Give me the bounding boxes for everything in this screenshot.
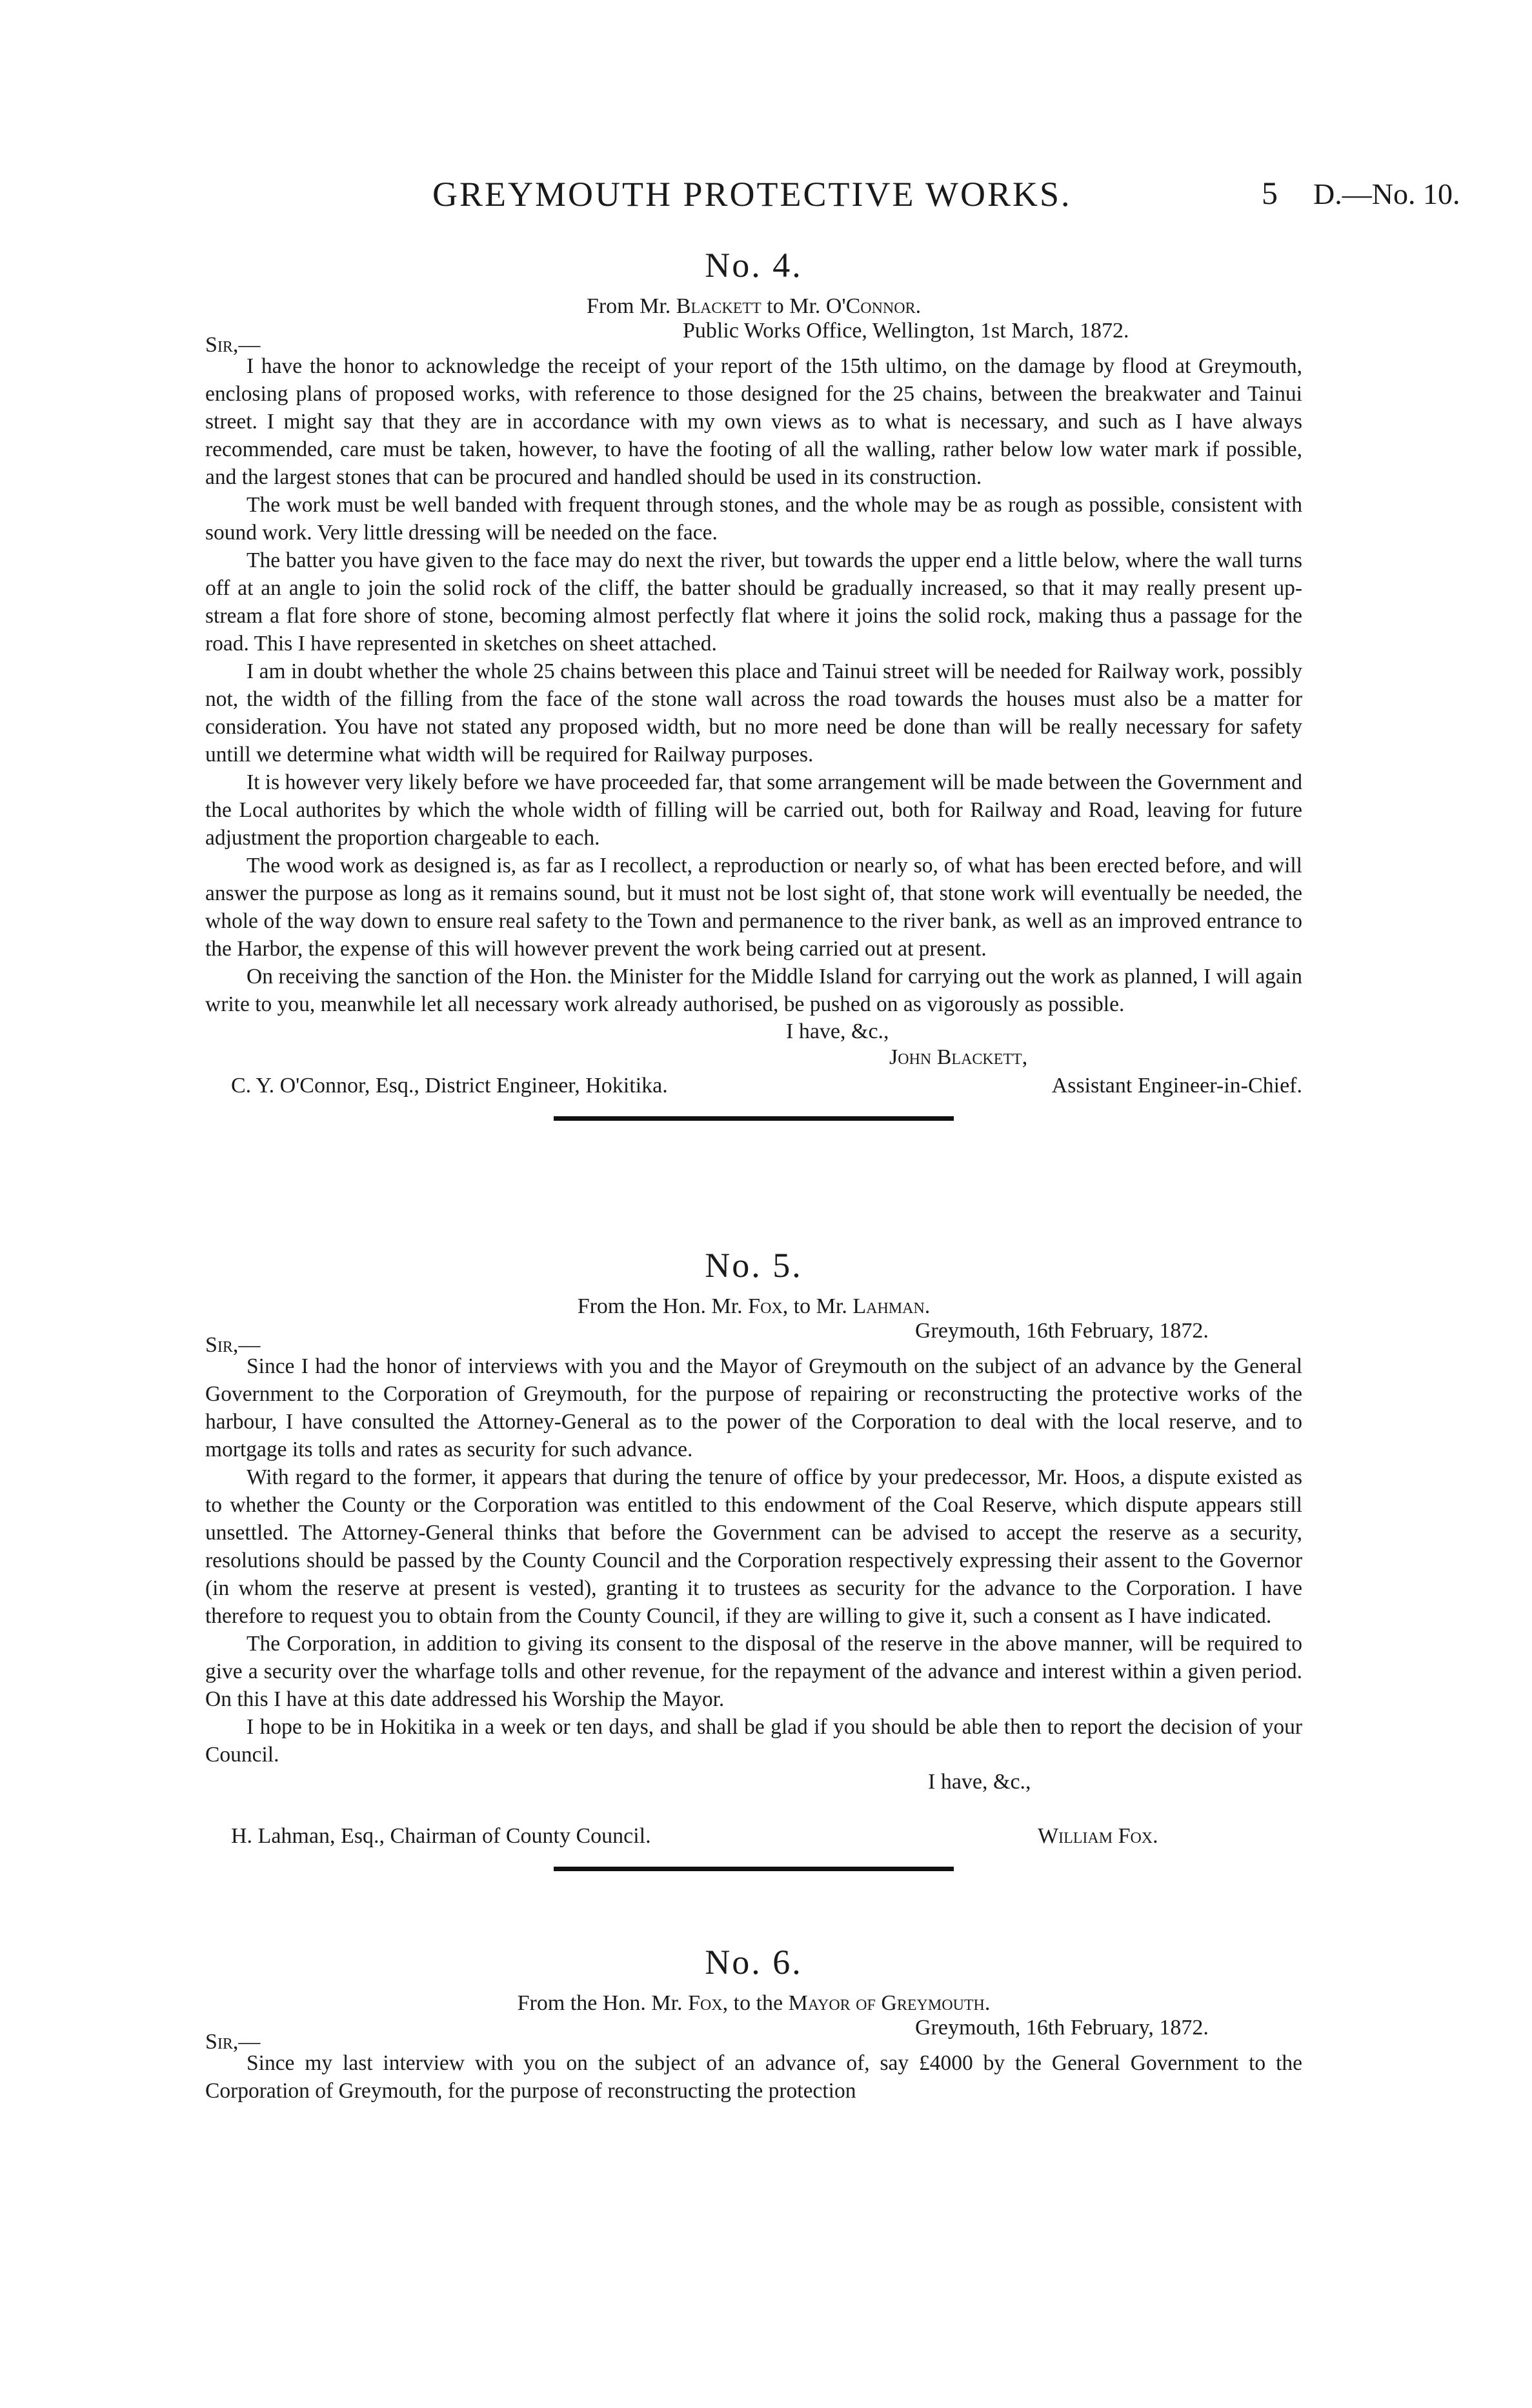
paragraph: The work must be well banded with frequent through stones, and the whole may be as rough as possible, consistent with sound work. Very little dressing will be needed on the face. [205, 493, 1302, 545]
addressee: H. Lahman, Esq., Chairman of County Council. [231, 1824, 651, 1848]
paragraph: I am in doubt whether the whole 25 chains between this place and Tainui street will be needed for Railway work, possibly not, the width of the filling from the face of the stone wall across the road towards the houses must also be a matter for consideration. You have not stated any proposed width, but no more need be done than will be really necessary for safety untill we determine what width will be required for Railway purposes. [205, 659, 1302, 767]
paragraph: The batter you have given to the face may do next the river, but towards the upper end a little below, where the wall turns off at an angle to join the solid rock of the cliff, the batter should be gradually increased, so that it may really present up-stream a flat fore shore of stone, becoming almost perfectly flat where it joins the solid rock, making thus a passage for the road. This I have represented in sketches on sheet attached. [205, 548, 1302, 656]
from-line: From the Hon. Mr. Fox, to Mr. Lahman. [577, 1294, 931, 1318]
closing-phrase: I have, &c., [786, 1019, 889, 1043]
paragraph: The wood work as designed is, as far as I recollect, a reproduction or nearly so, of what has been erected before, and will answer the purpose as long as it remains sound, but it must not be lost sight of, that stone work will eventually be needed, the whole of the way down to ensure real safety to the Town and permanence to the river bank, as well as an improved entrance to the Harbor, the expense of this will however prevent the work being carried out at present. [205, 854, 1302, 961]
paragraph: The Corporation, in addition to giving its consent to the disposal of the reserve in the above manner, will be required to give a security over the wharfage tolls and other revenue, for the repayment of the advance and interest within a given period. On this I have at this date addressed his Worship the Mayor. [205, 1632, 1302, 1711]
paragraph: On receiving the sanction of the Hon. the Minister for the Middle Island for carrying out the work as planned, I will again write to you, meanwhile let all necessary work already authorised, be pushed on as vigorously as possible. [205, 965, 1302, 1016]
letter-number: No. 4. [705, 246, 803, 285]
signer-name: John Blackett, [889, 1045, 1028, 1069]
closing-block [205, 1018, 1302, 1101]
sender-name: Blackett [676, 294, 761, 318]
place-date: Public Works Office, Wellington, 1st March, 1872. [683, 319, 1129, 343]
section-divider [554, 1116, 954, 1121]
signer-position: Assistant Engineer-in-Chief. [1051, 1074, 1302, 1098]
sender-name: Fox [688, 1991, 723, 2015]
running-title: GREYMOUTH PROTECTIVE WORKS. [432, 175, 1072, 214]
letter-number: No. 5. [705, 1246, 803, 1285]
addressee: C. Y. O'Connor, Esq., District Engineer, Hokitika. [231, 1074, 668, 1098]
place-date: Greymouth, 16th February, 1872. [915, 1319, 1209, 1343]
place-date: Greymouth, 16th February, 1872. [915, 2016, 1209, 2040]
section-divider [554, 1867, 954, 1871]
salutation-row [205, 319, 1302, 357]
paragraph: I have the honor to acknowledge the receipt of your report of the 15th ultimo, on the damage by flood at Greymouth, enclosing plans of proposed works, with reference to those designed for the 25 chains, between the breakwater and Tainui street. I might say that they are in accordance with my own views as to what is necessary, and such as I have always recommended, care must be taken, however, to have the footing of all the walling, rather below low water mark if possible, and the largest stones that can be procured and handled should be used in its construction. [205, 354, 1302, 489]
letter-no-5 [205, 1245, 1302, 1871]
recipient-name: O'Connor. [825, 294, 922, 318]
from-line: From Mr. Blackett to Mr. O'Connor. [586, 294, 922, 318]
salutation: Sir,— [205, 333, 261, 357]
sender-name: Fox [748, 1294, 783, 1318]
paragraph: I hope to be in Hokitika in a week or ten days, and shall be glad if you should be able then to report the decision of your Council. [205, 1715, 1302, 1767]
salutation-row [205, 1319, 1302, 1357]
paragraph: Since I had the honor of interviews with you and the Mayor of Greymouth on the subject of an advance by the General Government to the Corporation of Greymouth, for the purpose of repairing or reconstructing the protective works of the harbour, I have consulted the Attorney-General as to the power of the Corporation to deal with the local reserve, and to mortgage its tolls and rates as security for such advance. [205, 1354, 1302, 1461]
salutation: Sir,— [205, 1333, 261, 1357]
letter-number: No. 6. [705, 1943, 803, 1982]
closing-block [205, 1769, 1302, 1851]
recipient-name: Mayor of Greymouth. [788, 1991, 991, 2015]
page-header [0, 174, 1532, 232]
closing-phrase: I have, &c., [928, 1770, 1031, 1794]
from-line: From the Hon. Mr. Fox, to the Mayor of Greymouth. [517, 1991, 991, 2015]
letter-no-6 [205, 1942, 1302, 2105]
recipient-name: Lahman. [852, 1294, 931, 1318]
document-reference: D.—No. 10. [1313, 177, 1460, 210]
salutation-row [205, 2016, 1302, 2054]
signer-name: William Fox. [1038, 1824, 1158, 1848]
page-number: 5 [1262, 175, 1278, 211]
paragraph: It is however very likely before we have proceeded far, that some arrangement will be made between the Government and the Local authorites by which the whole width of filling will be carried out, both for Railway and Road, leaving for future adjustment the proportion chargeable to each. [205, 770, 1302, 850]
paragraph: With regard to the former, it appears that during the tenure of office by your predecessor, Mr. Hoos, a dispute existed as to whether the County or the Corporation was entitled to this endowment of the Coal Reserve, which dispute appears still unsettled. The Attorney-General thinks that before the Government can be advised to accept the reserve as a security, resolutions should be passed by the County Council and the Corporation respectively expressing their assent to the Governor (in whom the reserve at present is vested), granting it to trustees as security for the advance to the Corporation. I have therefore to request you to obtain from the County Council, if they are willing to give it, such a consent as I have indicated. [205, 1465, 1302, 1628]
paragraph: Since my last interview with you on the subject of an advance of, say £4000 by the General Government to the Corporation of Greymouth, for the purpose of reconstructing the protection [205, 2051, 1302, 2103]
salutation: Sir,— [205, 2030, 261, 2054]
letter-no-4 [205, 245, 1302, 1121]
